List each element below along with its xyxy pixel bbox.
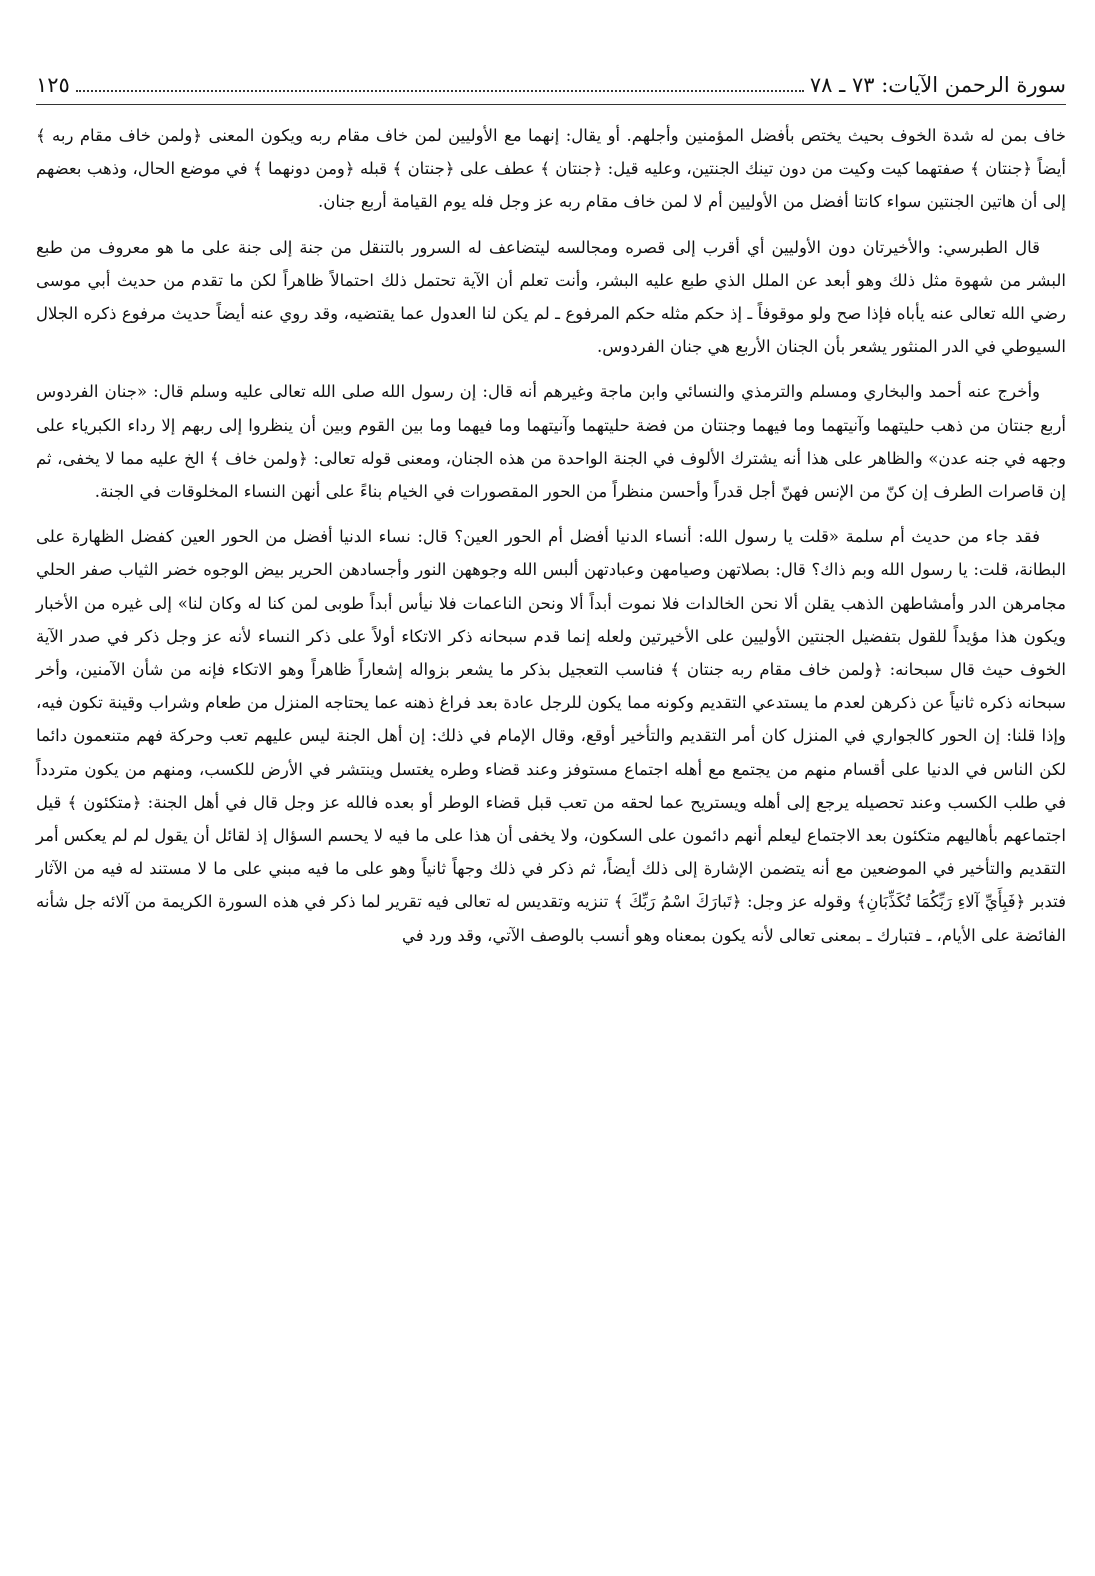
paragraph-4: فقد جاء من حديث أم سلمة «قلت يا رسول الله: أنساء الدنيا أفضل أم الحور العين؟ قال: نساء الدنيا أفضل من الحور العين كفضل الظهارة على البطانة، قلت: يا رسول الله وبم ذاك؟ قال: بصلاتهن وصيامهن وعبادتهن ألبس الله وجوههن النور وأجسادهن الحرير بيض الوجوه خضر الثياب صفر الحلي مجامرهن الدر وأمشاطهن الذهب يقلن ألا نحن الخالدات فلا نموت أبداً ألا ونحن الناعمات فلا نيأس أبداً طوبى لمن كنا له وكان لنا» إلى غيره من الأخبار ويكون هذا مؤيداً للقول بتفضيل الجنتين الأوليين على الأخيرتين ولعله إنما قدم سبحانه ذكر الاتكاء أولاً على ذكر النساء لأنه عز وجل ذكر في صدر الآية الخوف حيث قال سبحانه: ﴿ولمن خاف مقام ربه جنتان ﴾ فناسب التعجيل بذكر ما يشعر بزواله إشعاراً ظاهراً وهو الاتكاء فإنه من شأن الآمنين، وأخر سبحانه ذكره ثانياً عن ذكرهن لعدم ما يستدعي التقديم وكونه مما يكون للرجل عادة بعد فراغ ذهنه عما يحتاجه المنزل من طعام وشراب وقينة تكون فيه، وإذا قلنا: إن الحور كالجواري في المنزل كان أمر التقديم والتأخير أوقع، وقال الإمام في ذلك: إن أهل الجنة ليس عليهم تعب وحركة فهم متنعمون دائما لكن الناس في الدنيا على أقسام منهم من يجتمع مع أهله اجتماع مستوفز وعند قضاء وطره يغتسل وينتشر في الأرض للكسب، ومنهم من يكون متردداً في طلب الكسب وعند تحصيله يرجع إلى أهله ويستريح عما لحقه من تعب قبل قضاء الوطر أو بعده فالله عز وجل قال في أهل الجنة: ﴿متكئون ﴾ قيل اجتماعهم بأهاليهم متكئون بعد الاجتماع ليعلم أنهم دائمون على السكون، ولا يخفى أن هذا على ما فيه لا يحسم السؤال إذ لقائل أن يقول لم لم يعكس أمر التقديم والتأخير في الموضعين مع أنه يتضمن الإشارة إلى ذلك أيضاً، ثم ذكر في ذلك وجهاً ثانياً وهو على ما فيه مبني على ما لا مستند له فيه من الآثار فتدبر ﴿فَبِأَيِّ آلاءِ رَبِّكُمَا تُكَذِّبَانِ﴾ وقوله عز وجل: ﴿تَبارَكَ اسْمُ رَبِّكَ ﴾ تنزيه وتقديس له تعالى فيه تقرير لما ذكر في هذه السورة الكريمة من آلائه جل شأنه الفائضة على الأيام، ـ فتبارك ـ بمعنى تعالى لأنه يكون بمعناه وهو أنسب بالوصف الآتي، وقد ورد في bbox=[36, 527, 1066, 945]
header-title: سورة الرحمن الآيات: ٧٣ ـ ٧٨ bbox=[809, 73, 1066, 97]
body-text bbox=[36, 119, 1066, 952]
running-header bbox=[36, 70, 1066, 105]
document-page bbox=[36, 70, 1066, 964]
page-number: ١٢٥ bbox=[36, 73, 70, 97]
header-leader-dots bbox=[76, 90, 804, 92]
paragraph-2: قال الطبرسي: والأخيرتان دون الأوليين أي أقرب إلى قصره ومجالسه ليتضاعف له السرور بالتنقل من جنة إلى جنة على ما هو معروف من طبع البشر من شهوة مثل ذلك وهو أبعد عن الملل الذي طبع عليه البشر، وأنت تعلم أن الآية تحتمل ذلك احتمالاً ظاهراً لكن ما تقدم من حديث أبي موسى رضي الله تعالى عنه يأباه فإذا صح ولو موقوفاً ـ إذ حكم مثله حكم المرفوع ـ لم يكن لنا العدول عما يقتضيه، وقد روي عنه أيضاً حديث مرفوع ذكره الجلال السيوطي في الدر المنثور يشعر بأن الجنان الأربع هي جنان الفردوس. bbox=[36, 237, 1066, 357]
paragraph-1: خاف بمن له شدة الخوف بحيث يختص بأفضل المؤمنين وأجلهم. أو يقال: إنهما مع الأوليين لمن خاف مقام ربه ويكون المعنى ﴿ولمن خاف مقام ربه ﴾ أيضاً ﴿جنتان ﴾ صفتهما كيت وكيت من دون تينك الجنتين، وعليه قيل: ﴿جنتان ﴾ عطف على ﴿جنتان ﴾ قبله ﴿ومن دونهما ﴾ في موضع الحال، وذهب بعضهم إلى أن هاتين الجنتين سواء كانتا أفضل من الأوليين أم لا لمن خاف مقام ربه عز وجل فله يوم القيامة أربع جنان. bbox=[36, 126, 1066, 212]
paragraph-3: وأخرج عنه أحمد والبخاري ومسلم والترمذي والنسائي وابن ماجة وغيرهم أنه قال: إن رسول الله صلى الله تعالى عليه وسلم قال: «جنان الفردوس أربع جنتان من ذهب حليتهما وآنيتهما وما فيهما وجنتان من فضة حليتهما وآنيتهما وما فيهما وما بين القوم وبين أن ينظروا إلى ربهم إلا رداء الكبرياء على وجهه في جنه عدن» والظاهر على هذا أنه يشترك الألوف في الجنة الواحدة من هذه الجنان، ومعنى قوله تعالى: ﴿ولمن خاف ﴾ الخ عليه مما لا يخفى، ثم إن قاصرات الطرف إن كنّ من الإنس فهنّ أجل قدراً وأحسن منظراً من الحور المقصورات في الخيام بناءً على أنهن النساء المخلوقات في الجنة. bbox=[36, 382, 1066, 502]
